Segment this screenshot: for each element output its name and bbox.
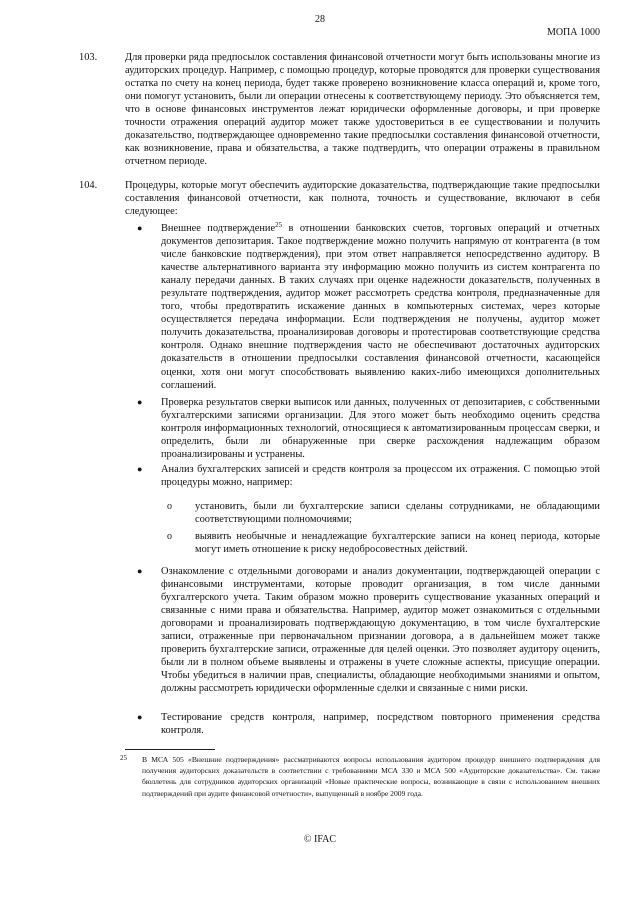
list-item-text: Внешнее подтверждение — [161, 223, 276, 234]
sub-list-item — [167, 530, 600, 556]
footnote-text: В МСА 505 «Внешние подтверждения» рассматриваются вопросы использования аудитором процедур внешнего подтверждения для получения аудиторских доказательств в соответствии с требованиями МСА 330 и МСА 500 «Аудиторские доказательства». См. также бюллетень для сотрудников аудиторских организаций «Новые практические вопросы, возникающие в связи с использованием внешних подтверждений при аудите финансовой отчетности», выпущенный в ноябре 2009 года. — [142, 755, 600, 798]
paragraph-text: Для проверки ряда предпосылок составления финансовой отчетности могут быть использованы многие из аудиторских процедур. Например, с помощью процедур, которые проводятся для проверки существования остатка по счету на конец периода, будет также проверено возникновение класса операций и, кроме того, они помогут установить, были ли операции отнесены к соответствующему периоду. Это объясняется тем, что в основе финансовых инструментов лежат юридически оформленные договоры, и при проверке точности отражения операций аудитор может также удостовериться в ее существовании и получить доказательство, подтверждающее одновременно такие предпосылки составления финансовой отчетности, как возникновение, права и обязательства, а также подтвердить, что операции отражены в правильном отчетном периоде. — [125, 52, 600, 168]
bullet-icon: ● — [137, 464, 143, 474]
list-item-text-continued: в отношении банковских счетов, торговых операций и отчетных документов депозитария. Такое подтверждение можно получить напрямую от контрагента (в том числе банковские подтверждения), при этом ответ направляется непосредственно аудитору. В качестве альтернативного варианта эту информацию можно получить из систем контрагента по каналу передачи данных. В таких случаях при оценке надежности доказательств, полученных в результате подтверждения, аудитор может рассмотреть средства контроля, предназначенные для того, чтобы предотвратить искажение данных в компьютерных системах, через которые осуществляется передача информации. Если подтверждения не получены, аудитор может получить доказательства, проанализировав договоры и протестировав соответствующие средства контроля. Однако внешние подтверждения часто не обеспечивают достаточных аудиторских доказательств в отношении предпосылки составления финансовой отчетности, касающейся оценки, хотя они могут способствовать выявлению каких-либо имеющихся дополнительных соглашений. — [161, 223, 600, 391]
list-item-text: Ознакомление с отдельными договорами и анализ документации, подтверждающей операции с финансовыми инструментами, которые проводит организация, в том числе данными бухгалтерского учета. Таким образом можно проверить существование указанных операций и связанные с ними права и обязательства. Например, аудитор может ознакомиться с отдельными договорами и проанализировать подтверждающую документацию, в том числе бухгалтерские записи, отраженные при первоначальном признании договора, а в дальнейшем может также проверить бухгалтерские записи, отраженные для целей оценки. Это позволяет аудитору оценить, были ли в полном объеме выявлены и отражены в учете сложные аспекты, присущие операции. Чтобы убедиться в наличии прав, специалисты, обладающие необходимыми знаниями и опытом, должны рассмотреть юридически оформленные сделки и связанные с ними риски. — [161, 566, 600, 695]
footnote — [120, 754, 600, 799]
bullet-icon: ● — [137, 566, 143, 576]
paragraph-number: 103. — [79, 52, 98, 63]
list-item-text: Проверка результатов сверки выписок или данных, полученных от депозитариев, с собственными бухгалтерскими записями организации. Для этого может быть необходимо оценить средства контроля информационных технологий, относящиеся к автоматизированным процессам сверки, и определить, были ли обнаруженные при сверке расхождения надлежащим образом проанализированы и устранены. — [161, 397, 600, 461]
bullet-icon: ● — [137, 712, 143, 722]
list-item — [137, 221, 600, 392]
list-item — [137, 565, 600, 695]
list-item — [137, 463, 600, 489]
document-reference: МОПА 1000 — [546, 27, 600, 38]
copyright-footer: © IFAC — [303, 834, 337, 845]
footnote-divider — [125, 749, 215, 750]
sub-list-item-text: установить, были ли бухгалтерские записи сделаны сотрудниками, не обладающими соответствующими полномочиями; — [195, 501, 600, 526]
paragraph-text: Процедуры, которые могут обеспечить аудиторские доказательства, подтверждающие такие предпосылки составления финансовой отчетности, как полнота, точность и существование, включают в себя следующее: — [125, 180, 600, 218]
sub-list-item — [167, 500, 600, 526]
bullet-icon: ● — [137, 223, 143, 233]
footnote-reference: 25 — [275, 221, 283, 229]
bullet-icon: ● — [137, 397, 143, 407]
paragraph-104 — [79, 179, 600, 218]
page-number: 28 — [315, 14, 325, 25]
footnote-number: 25 — [120, 754, 127, 762]
sub-bullet-icon: o — [167, 501, 172, 512]
sub-list-item-text: выявить необычные и ненадлежащие бухгалтерские записи на конец периода, которые могут иметь отношение к риску недобросовестных действий. — [195, 531, 600, 556]
sub-bullet-icon: o — [167, 531, 172, 542]
paragraph-number: 104. — [79, 180, 98, 191]
paragraph-103 — [79, 51, 600, 168]
list-item-text: Анализ бухгалтерских записей и средств контроля за процессом их отражения. С помощью этой процедуры можно, например: — [161, 464, 600, 489]
list-item-text: Тестирование средств контроля, например, посредством повторного применения средства контроля. — [161, 712, 600, 737]
list-item — [137, 711, 600, 737]
list-item — [137, 396, 600, 461]
